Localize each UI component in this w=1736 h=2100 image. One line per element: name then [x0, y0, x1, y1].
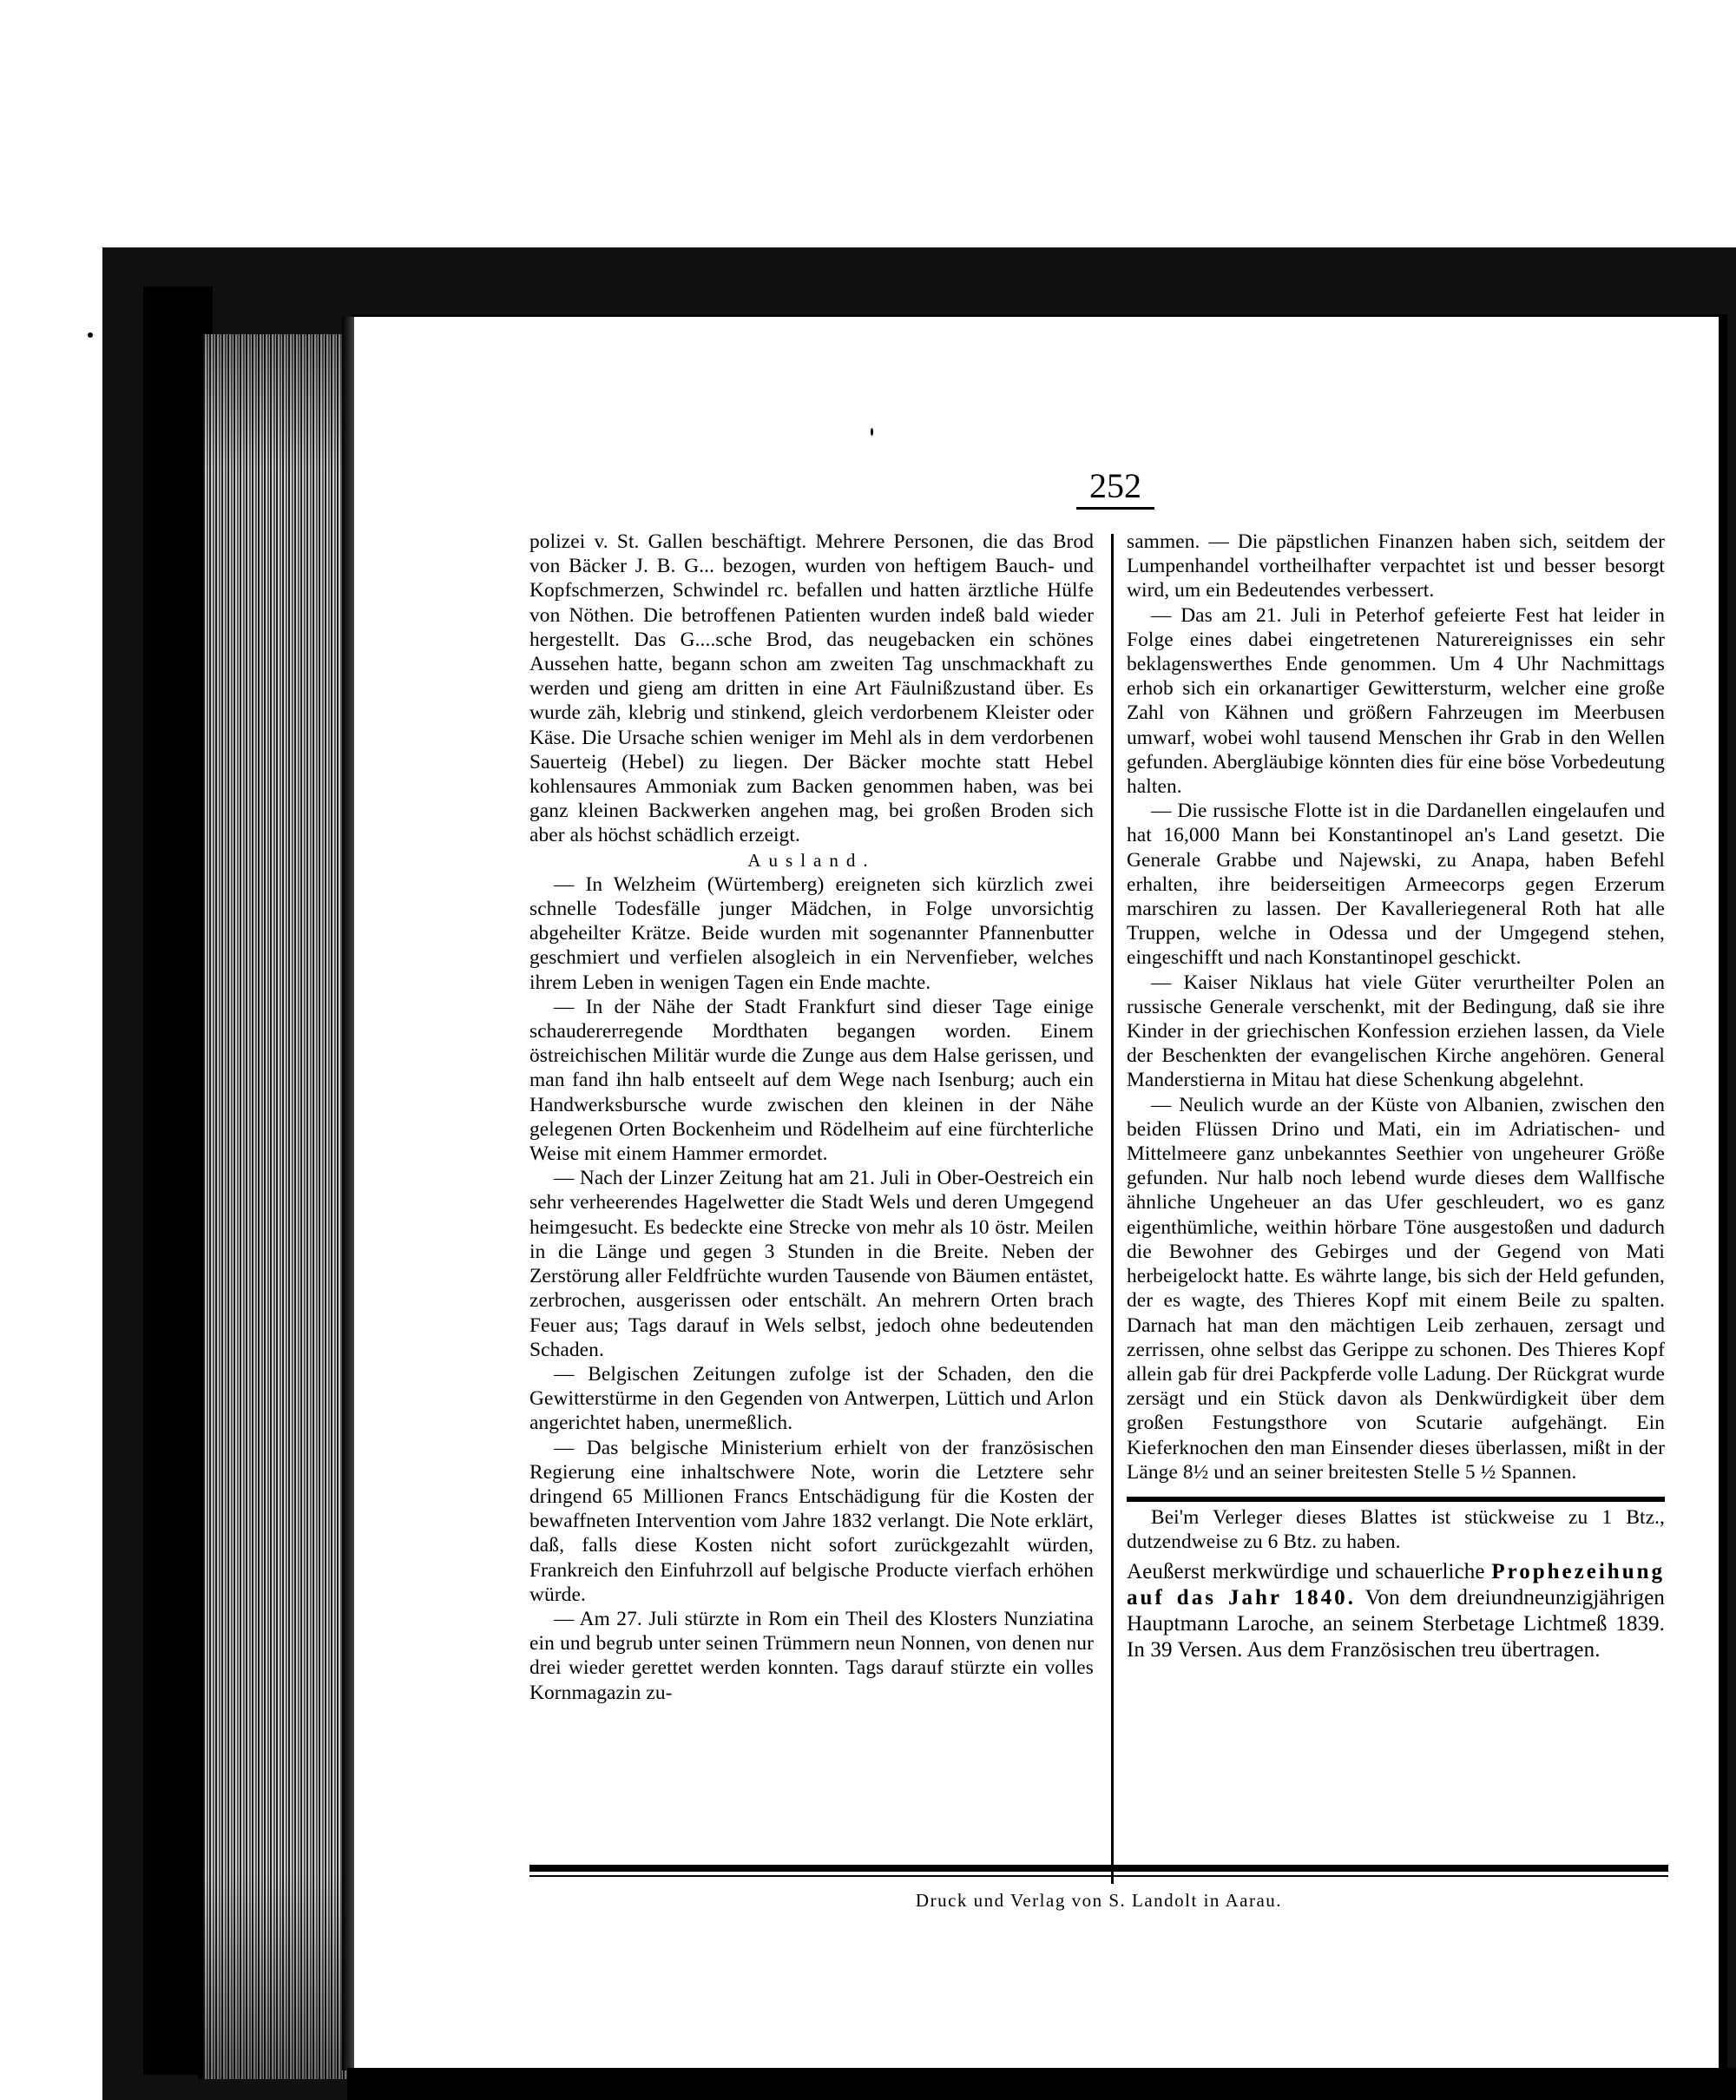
advertisement-notice: Bei'm Verleger dieses Blattes ist stückweise zu 1 Btz., dutzendweise zu 6 Btz. zu haben.	[1127, 1505, 1665, 1554]
advertisement-rule	[1127, 1497, 1665, 1502]
imprint-line: Druck und Verlag von S. Landolt in Aarau.	[915, 1890, 1283, 1911]
news-item: — Neulich wurde an der Küste von Albanien, zwischen den beiden Flüssen Drino und Mati, ein im Adriatischen- und Mittelmeere ganz unbekanntes Seethier von ungeheurer Größe gefunden. Nur halb noch lebend wurde dieses dem Wallfische ähnliche Ungeheuer an das Ufer geschleudert, wo es ganz eigenthümliche, weithin hörbare Töne ausgestoßen und dadurch die Bewohner des Gebirges und der Gegend von Mati herbeigelockt hatte. Es währte lange, bis sich der Held gefunden, der es wagte, des Thieres Kopf mit einem Beile zu spalten. Darnach hat man den mächtigen Leib zerhauen, zersagt und zerrissen, ohne selbst das Gerippe zu schonen. Des Thieres Kopf allein gab für drei Packpferde volle Ladung. Der Rückgrat wurde zersägt und ein Stück davon als Denkwürdigkeit über dem großen Festungsthore von Scutarie aufgehängt. Ein Kieferknochen den man Einsender dieses überlassen, mißt in der Länge 8½ und an seiner breitesten Stelle 5 ½ Spannen.	[1127, 1093, 1665, 1484]
advertisement-title-part2: Prophezeihung auf das Jahr 1840.	[1127, 1560, 1665, 1610]
news-item: — In Welzheim (Würtemberg) ereigneten sich kürzlich zwei schnelle Todesfälle junger Mädchen, in Folge unvorsichtig abgeheilter Krätze. Beide wurden mit sogenannter Pfannenbutter geschmiert und verfielen alsogleich in ein Nervenfieber, welches ihrem Leben in wenigen Tagen ein Ende machte.	[529, 872, 1094, 994]
imprint-rule-thin	[529, 1875, 1668, 1877]
section-heading: Ausland.	[747, 849, 876, 871]
news-item: — Nach der Linzer Zeitung hat am 21. Juli in Ober-Oestreich ein sehr verheerendes Hagelwetter die Stadt Wels und deren Umgegend heimgesucht. Es bedeckte eine Strecke von mehr als 10 östr. Meilen in die Länge und gegen 3 Stunden in die Breite. Neben der Zerstörung aller Feldfrüchte wurden Tausende von Bäumen entästet, zerbrochen, ausgerissen oder entschält. An mehrern Orten brach Feuer aus; Tags darauf in Wels selbst, jedoch ohne bedeutenden Schaden.	[529, 1167, 1094, 1361]
advertisement	[1127, 1505, 1665, 1663]
imprint-rule-thick	[529, 1865, 1668, 1872]
page-number: 252	[1076, 467, 1154, 510]
advertisement-title	[1127, 1559, 1665, 1663]
news-item: — Belgischen Zeitungen zufolge ist der Schaden, den die Gewitterstürme in den Gegenden von Antwerpen, Lüttich und Arlon angerichtet haben, unermeßlich.	[529, 1362, 1094, 1435]
scan-speck	[871, 428, 873, 436]
news-item: sammen. — Die päpstlichen Finanzen haben sich, seitdem der Lumpenhandel vortheilhafter verpachtet ist und besser besorgt wird, um ein Bedeutendes verbessert.	[1127, 530, 1665, 602]
article-paragraph: polizei v. St. Gallen beschäftigt. Mehrere Personen, die das Brod von Bäcker J. B. G... bezogen, wurden von heftigem Bauch- und Kopfschmerzen, Schwindel rc. befallen und hatten ärztliche Hülfe von Nöthen. Die betroffenen Patienten wurden indeß bald wieder hergestellt. Das G....sche Brod, das neugebacken ein schönes Aussehen hatte, begann schon am zweiten Tag unschmackhaft zu werden und gieng am dritten in eine Art Fäulnißzustand über. Es wurde zäh, klebrig und stinkend, gleich verdorbenem Kleister oder Käse. Die Ursache schien weniger im Mehl als in dem verdorbenen Sauerteig (Hebel) zu liegen. Der Bäcker mochte statt Hebel kohlensaures Ammoniak zum Backen genommen haben, was bei ganz kleinen Backwerken angehen mag, bei großen Broden sich aber als höchst schädlich erzeigt.	[529, 530, 1094, 847]
news-item: — Die russische Flotte ist in die Dardanellen eingelaufen und hat 16,000 Mann bei Konstantinopel an's Land gesetzt. Die Generale Grabbe und Najewski, zu Anapa, haben Befehl erhalten, ihre beiderseitigen Armeecorps gegen Erzerum marschiren zu lassen. Der Kavalleriegeneral Roth hat alle Truppen, welche in Odessa und der Umgegend stehen, eingeschifft und nach Konstantinopel geschickt.	[1127, 800, 1665, 970]
advertisement-title-part1: Aeußerst merkwürdige und schauerliche	[1127, 1560, 1485, 1584]
news-item: — Am 27. Juli stürzte in Rom ein Theil des Klosters Nunziatina ein und begrub unter seinen Trümmern neun Nonnen, von denen nur drei wieder gerettet werden konnten. Tags darauf stürzte ein volles Kornmagazin zu-	[529, 1607, 1094, 1704]
advertisement-title-part3: Von dem dreiundneunzigjährigen Hauptmann Laroche, an seinem Sterbetage Lichtmeß 1839. In 39 Versen. Aus dem Französischen treu übertragen.	[1127, 1586, 1665, 1662]
page-bottom-shadow	[347, 2068, 1736, 2100]
news-item: — Das am 21. Juli in Peterhof gefeierte Fest hat leider in Folge eines dabei eingetretenen Naturereignisses ein sehr beklagenswerthes Ende genommen. Um 4 Uhr Nachmittags erhob sich ein orkanartiger Gewittersturm, welcher eine große Zahl von Kähnen und größern Fahrzeugen im Meerbusen umwarf, wobei wohl tausend Menschen ihr Grab in den Wellen gefunden. Abergläubige könnten dies für eine böse Vorbedeutung halten.	[1127, 603, 1665, 799]
right-column	[1127, 530, 1665, 1663]
news-item: — Das belgische Ministerium erhielt von der französischen Regierung eine inhaltschwere Note, worin die Letztere sehr dringend 65 Millionen Francs Entschädigung für die Kosten der bewaffneten Intervention vom Jahre 1832 verlangt. Die Note erklärt, daß, falls diese Kosten nicht sofort zurückgezahlt würden, Frankreich den Einfuhrzoll auf belgische Producte vierfach erhöhen würde.	[529, 1436, 1094, 1606]
column-divider	[1111, 534, 1114, 1884]
left-column	[529, 530, 1094, 1705]
news-item: — Kaiser Niklaus hat viele Güter verurtheilter Polen an russische Generale verschenkt, mit der Bedingung, daß sie ihre Kinder in der griechischen Konfession erziehen lassen, da Viele der Beschenkten der evangelischen Kirche angehören. General Manderstierna in Mitau hat diese Schenkung abgelehnt.	[1127, 971, 1665, 1092]
scan-speck	[88, 332, 93, 338]
news-item: — In der Nähe der Stadt Frankfurt sind dieser Tage einige schaudererregende Mordthaten begangen worden. Einem östreichischen Militär wurde die Zunge aus dem Halse gerissen, und man fand ihn halb entseelt auf dem Wege nach Isenburg; auch ein Handwerksbursche wurde zwischen den kleinen in der Nähe gelegenen Orten Bockenheim und Rödelheim auf eine fürchterliche Weise mit einem Hammer ermordet.	[529, 995, 1094, 1166]
page-content	[529, 460, 1688, 1971]
